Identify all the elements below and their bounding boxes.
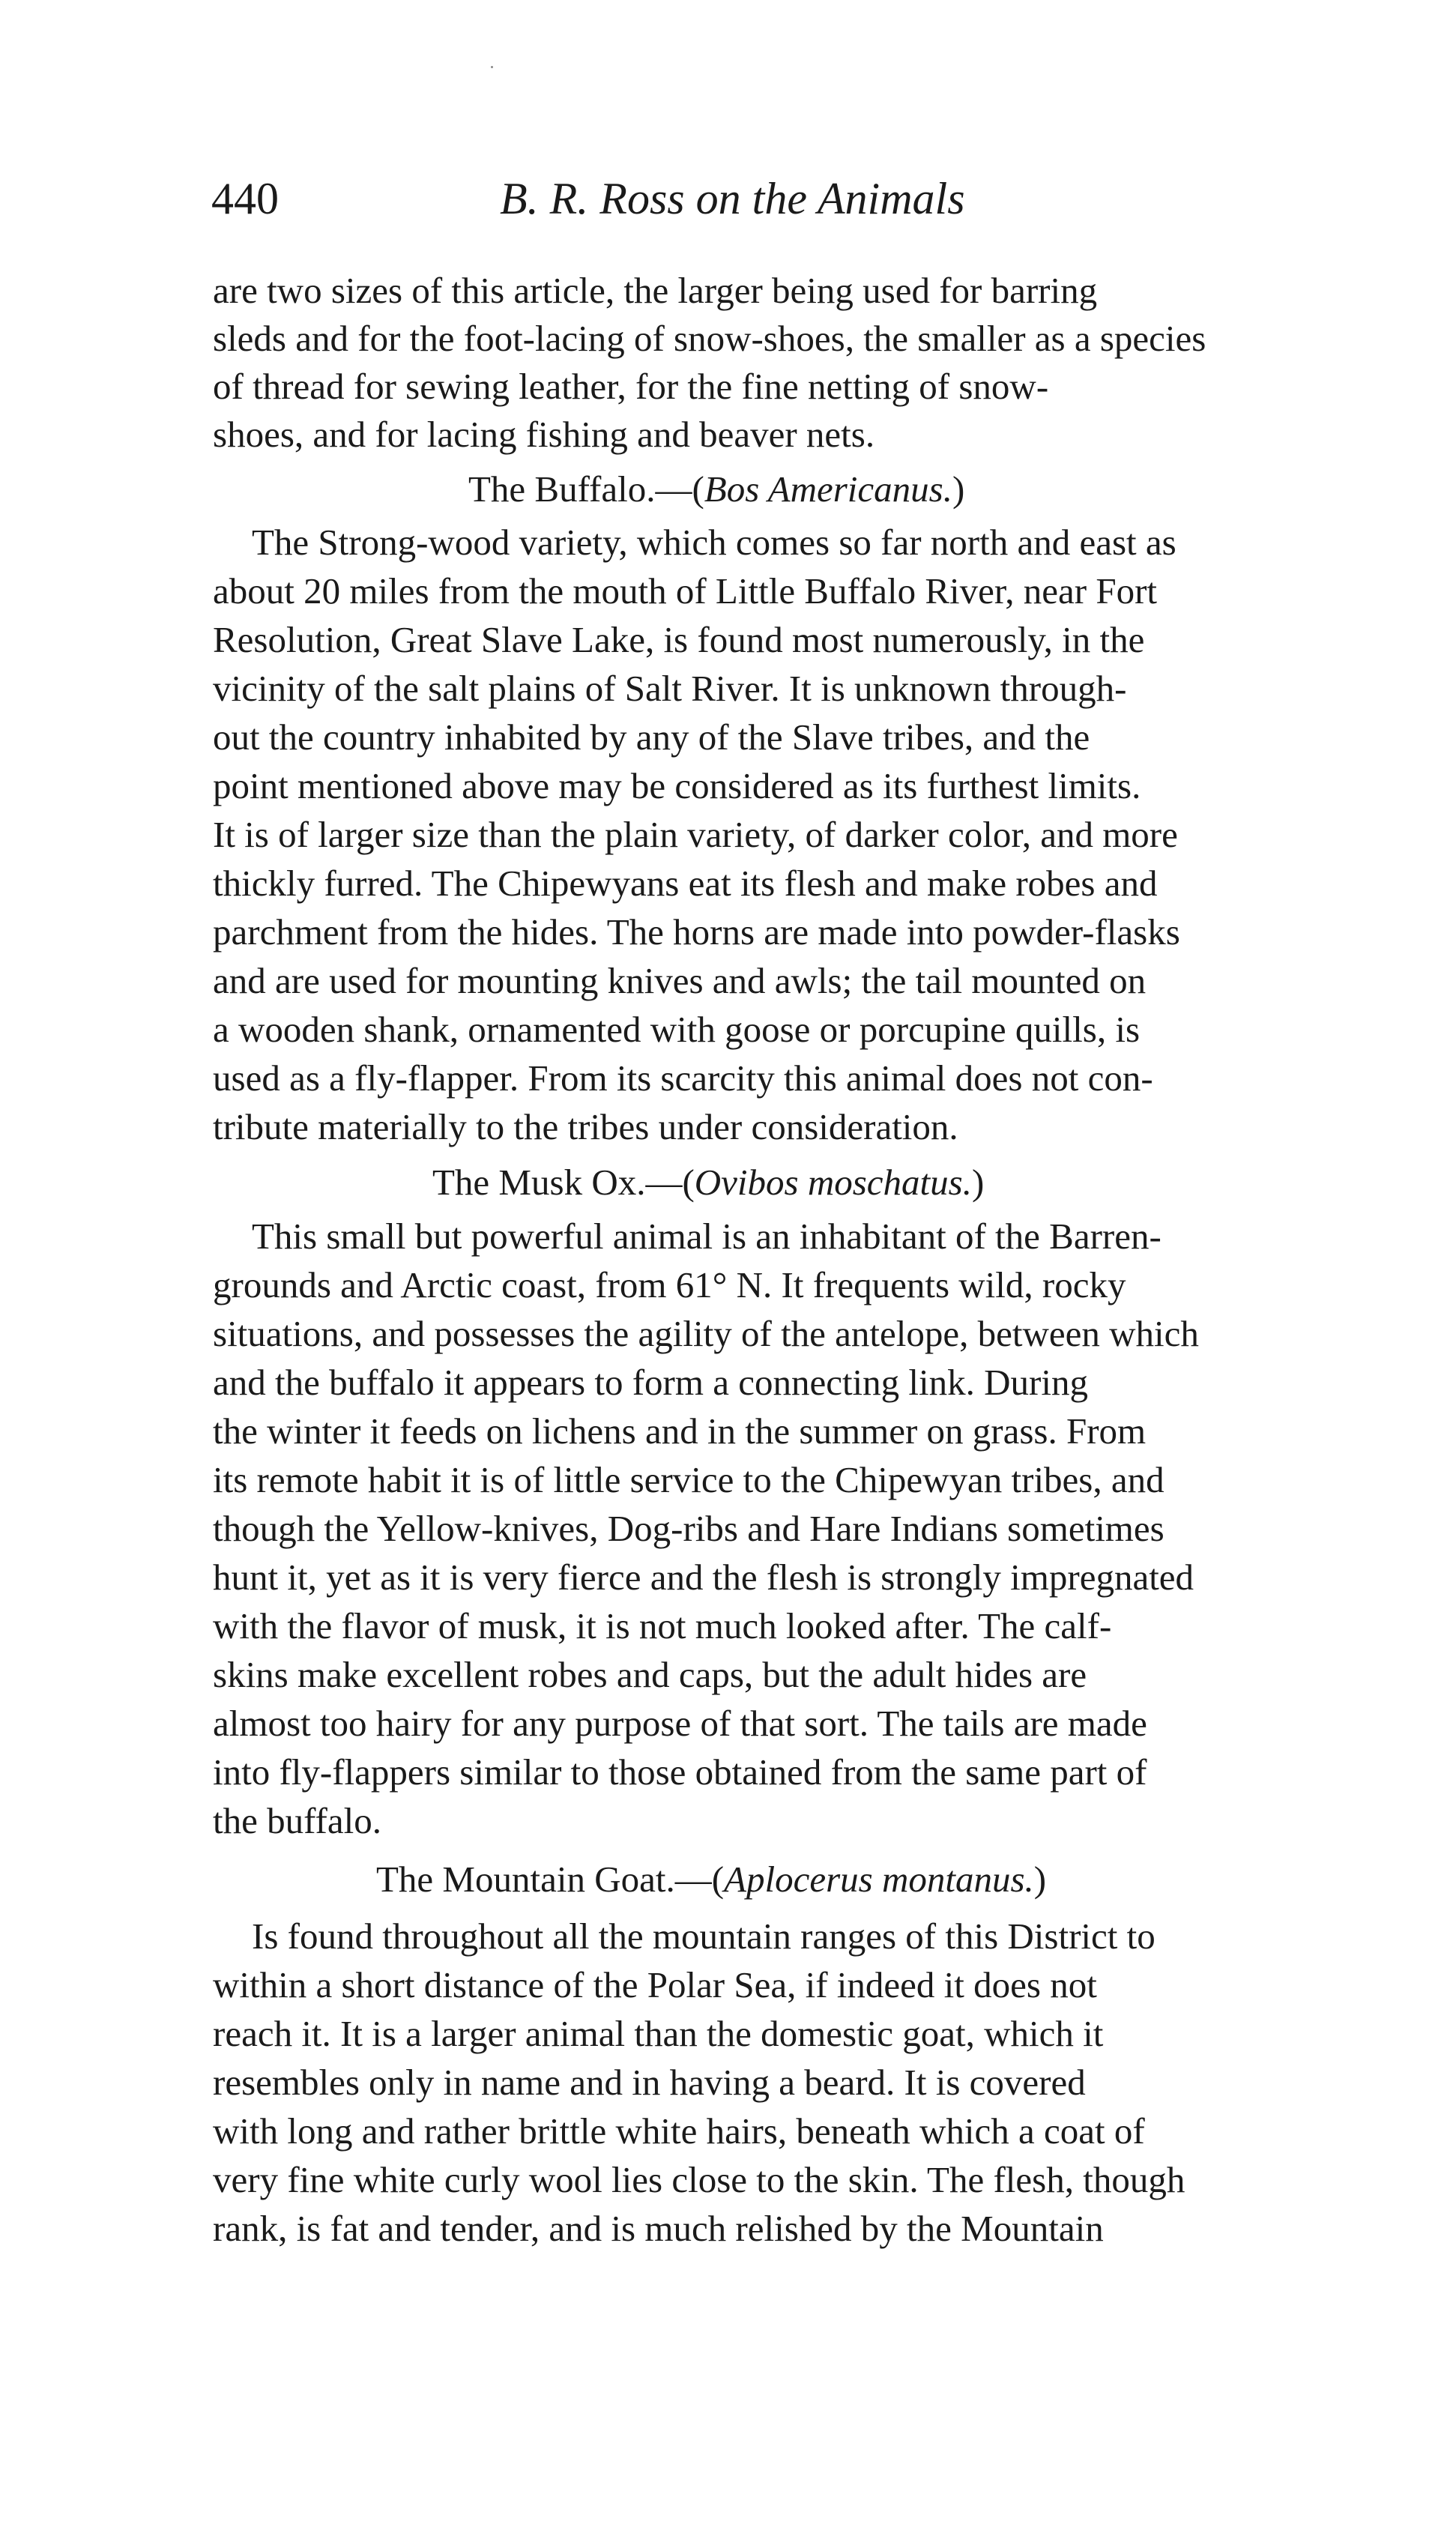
text-line: rank, is fat and tender, and is much relished by the Mountain <box>213 2208 1104 2249</box>
text-line: very fine white curly wool lies close to the skin. The flesh, though <box>213 2159 1185 2200</box>
text-line: almost too hairy for any purpose of that sort. The tails are made <box>213 1703 1147 1744</box>
text-line: out the country inhabited by any of the Slave tribes, and the <box>213 716 1090 758</box>
section-heading-buffalo <box>468 465 964 513</box>
page-number: 440 <box>211 174 279 223</box>
text-line: sleds and for the foot-lacing of snow-shoes, the smaller as a species <box>213 318 1206 359</box>
text-line: thickly furred. The Chipewyans eat its flesh and make robes and <box>213 863 1158 904</box>
section-heading-musk-ox <box>432 1159 984 1207</box>
heading-common-name: The Mountain Goat.—( <box>376 1859 725 1900</box>
text-line: grounds and Arctic coast, from 61° N. It frequents wild, rocky <box>213 1264 1126 1305</box>
text-line: though the Yellow-knives, Dog-ribs and Hare Indians sometimes <box>213 1508 1165 1549</box>
text-line: its remote habit it is of little service to the Chipewyan tribes, and <box>213 1459 1165 1500</box>
text-line: vicinity of the salt plains of Salt River. It is unknown through- <box>213 668 1127 709</box>
heading-common-name: The Musk Ox.—( <box>432 1162 695 1203</box>
text-line: point mentioned above may be considered as its furthest limits. <box>213 765 1141 806</box>
text-line: the buffalo. <box>213 1800 381 1841</box>
text-line: with the flavor of musk, it is not much looked after. The calf- <box>213 1605 1112 1646</box>
text-line: resembles only in name and in having a beard. It is covered <box>213 2062 1086 2103</box>
running-head <box>211 169 1290 229</box>
text-line: skins make excellent robes and caps, but the adult hides are <box>213 1654 1087 1695</box>
heading-scientific-name: Ovibos moschatus. <box>694 1162 972 1203</box>
text-line: about 20 miles from the mouth of Little Buffalo River, near Fort <box>213 570 1158 612</box>
text-line: Is found throughout all the mountain ranges of this District to <box>252 1915 1156 1957</box>
text-line: reach it. It is a larger animal than the domestic goat, which it <box>213 2013 1104 2054</box>
text-line: with long and rather brittle white hairs, beneath which a coat of <box>213 2110 1145 2152</box>
text-line: The Strong-wood variety, which comes so far north and east as <box>252 522 1176 563</box>
text-line: This small but powerful animal is an inhabitant of the Barren- <box>252 1216 1162 1257</box>
text-line: parchment from the hides. The horns are made into powder-flasks <box>213 911 1180 953</box>
print-speck <box>491 66 493 68</box>
text-line: into fly-flappers similar to those obtained from the same part of <box>213 1751 1147 1793</box>
heading-close: ) <box>952 468 965 510</box>
text-line: used as a fly-flapper. From its scarcity this animal does not con- <box>213 1057 1153 1099</box>
section-heading-mountain-goat <box>376 1856 1046 1904</box>
heading-close: ) <box>972 1162 985 1203</box>
heading-common-name: The Buffalo.—( <box>468 468 704 510</box>
text-line: Resolution, Great Slave Lake, is found most numerously, in the <box>213 619 1145 660</box>
heading-scientific-name: Bos Americanus. <box>704 468 952 510</box>
text-line: situations, and possesses the agility of the antelope, between which <box>213 1313 1199 1354</box>
text-line: of thread for sewing leather, for the fine netting of snow- <box>213 366 1049 407</box>
text-line: the winter it feeds on lichens and in the summer on grass. From <box>213 1410 1147 1452</box>
heading-close: ) <box>1033 1859 1047 1900</box>
text-line: It is of larger size than the plain variety, of darker color, and more <box>213 814 1178 855</box>
text-line: hunt it, yet as it is very fierce and the flesh is strongly impregnated <box>213 1557 1194 1598</box>
text-line: and are used for mounting knives and awls; the tail mounted on <box>213 960 1147 1001</box>
text-line: shoes, and for lacing fishing and beaver nets. <box>213 414 875 455</box>
running-title: B. R. Ross on the Animals <box>500 174 965 223</box>
text-line: tribute materially to the tribes under consideration. <box>213 1106 958 1147</box>
text-line: and the buffalo it appears to form a connecting link. During <box>213 1362 1088 1403</box>
text-line: are two sizes of this article, the larger being used for barring <box>213 270 1098 311</box>
heading-scientific-name: Aplocerus montanus. <box>724 1859 1034 1900</box>
text-line: a wooden shank, ornamented with goose or porcupine quills, is <box>213 1009 1141 1050</box>
text-line: within a short distance of the Polar Sea, if indeed it does not <box>213 1964 1097 2005</box>
